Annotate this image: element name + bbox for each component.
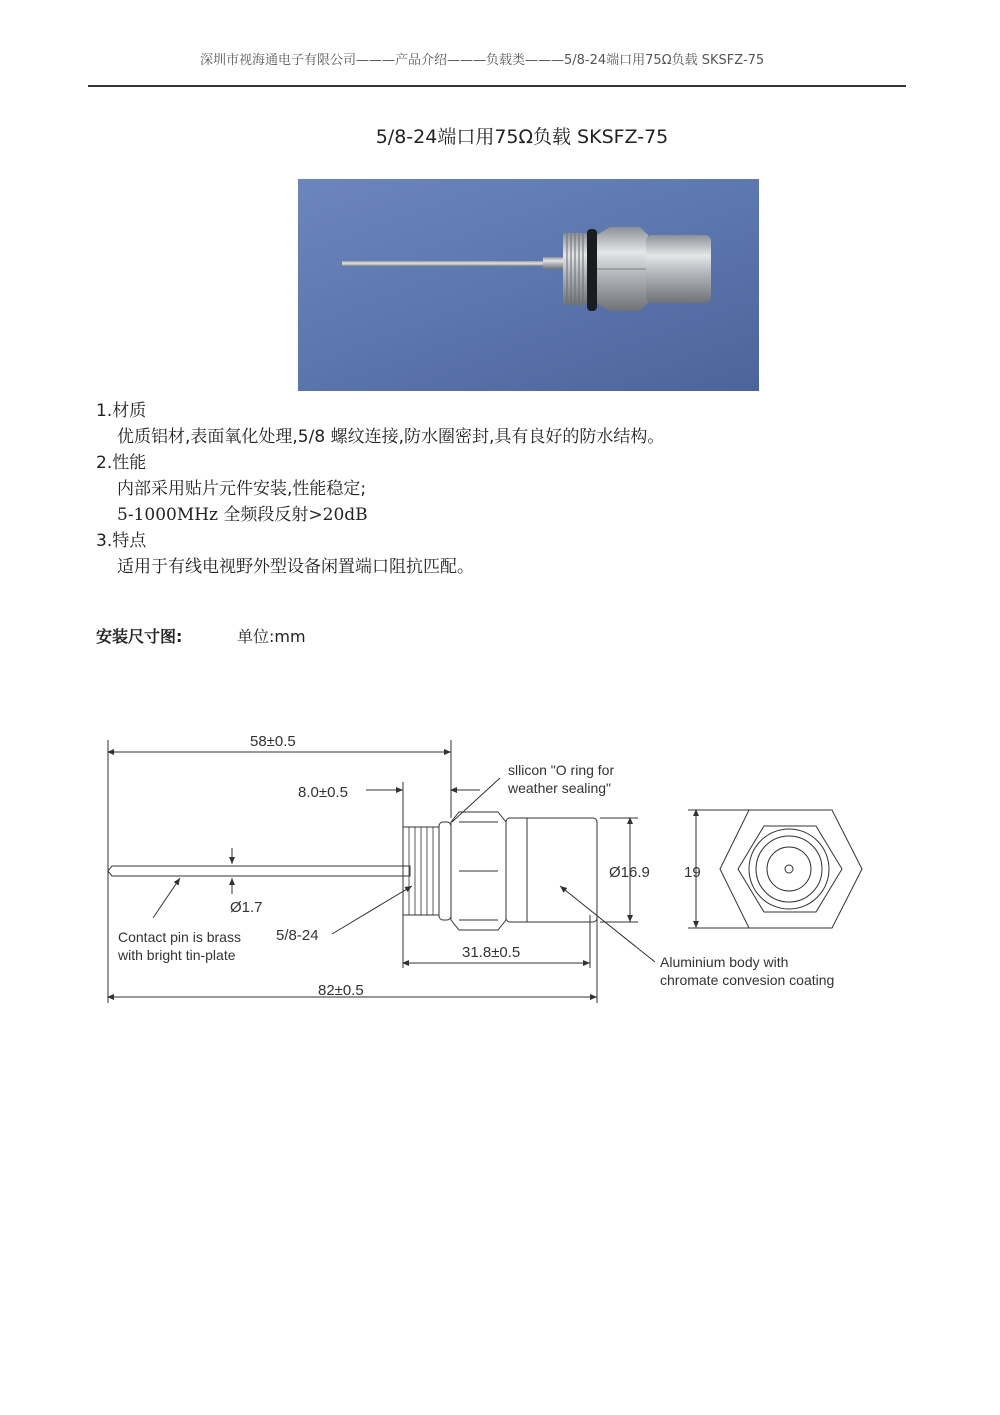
section-text-performance-2: 5-1000MHz 全频段反射>20dB — [117, 505, 368, 525]
page-header: 深圳市视海通电子有限公司———产品介绍———负载类———5/8-24端口用75Ω负载 SKSFZ-75 — [200, 53, 765, 68]
section-heading-performance: 2.性能 — [96, 453, 147, 473]
header-divider — [88, 85, 906, 87]
label-oring-note-2: weather sealing" — [508, 780, 612, 796]
section-heading-material: 1.材质 — [96, 401, 147, 421]
photo-body — [646, 235, 711, 303]
drawing-body — [506, 818, 597, 922]
section-heading-features: 3.特点 — [96, 531, 147, 551]
section-text-features: 适用于有线电视野外型设备闲置端口阻抗匹配。 — [117, 557, 474, 577]
photo-o-ring — [587, 229, 597, 311]
section-text-material: 优质铝材,表面氧化处理,5/8 螺纹连接,防水圈密封,具有良好的防水结构。 — [117, 427, 665, 447]
photo-pin — [342, 261, 567, 266]
label-body-note-2: chromate convesion coating — [660, 972, 835, 988]
drawing-pin — [108, 866, 410, 876]
label-pin-note-1: Contact pin is brass — [118, 929, 241, 945]
dimension-unit: 单位:mm — [237, 627, 306, 646]
label-ring-offset: 8.0±0.5 — [298, 784, 348, 801]
section-text-performance-1: 内部采用贴片元件安装,性能稳定; — [117, 479, 367, 499]
label-pin-diameter: Ø1.7 — [230, 899, 263, 916]
drawing-o-ring — [439, 822, 451, 920]
label-body-diameter: Ø16.9 — [609, 864, 650, 881]
product-photo — [298, 179, 759, 391]
label-hex-size: 19 — [684, 864, 701, 881]
label-overall-top: 58±0.5 — [250, 733, 296, 750]
label-overall: 82±0.5 — [318, 982, 364, 999]
label-body-length: 31.8±0.5 — [462, 944, 521, 961]
drawing-end-view-hex — [720, 810, 862, 928]
label-pin-note-2: with bright tin-plate — [118, 947, 236, 963]
label-thread: 5/8-24 — [276, 927, 319, 944]
label-body-note-1: Aluminium body with — [660, 954, 789, 970]
dimension-heading: 安装尺寸图: — [96, 627, 183, 646]
dimension-drawing — [100, 720, 880, 1020]
product-title: 5/8-24端口用75Ω负载 SKSFZ-75 — [375, 126, 669, 148]
label-oring-note-1: sllicon "O ring for — [508, 762, 615, 778]
